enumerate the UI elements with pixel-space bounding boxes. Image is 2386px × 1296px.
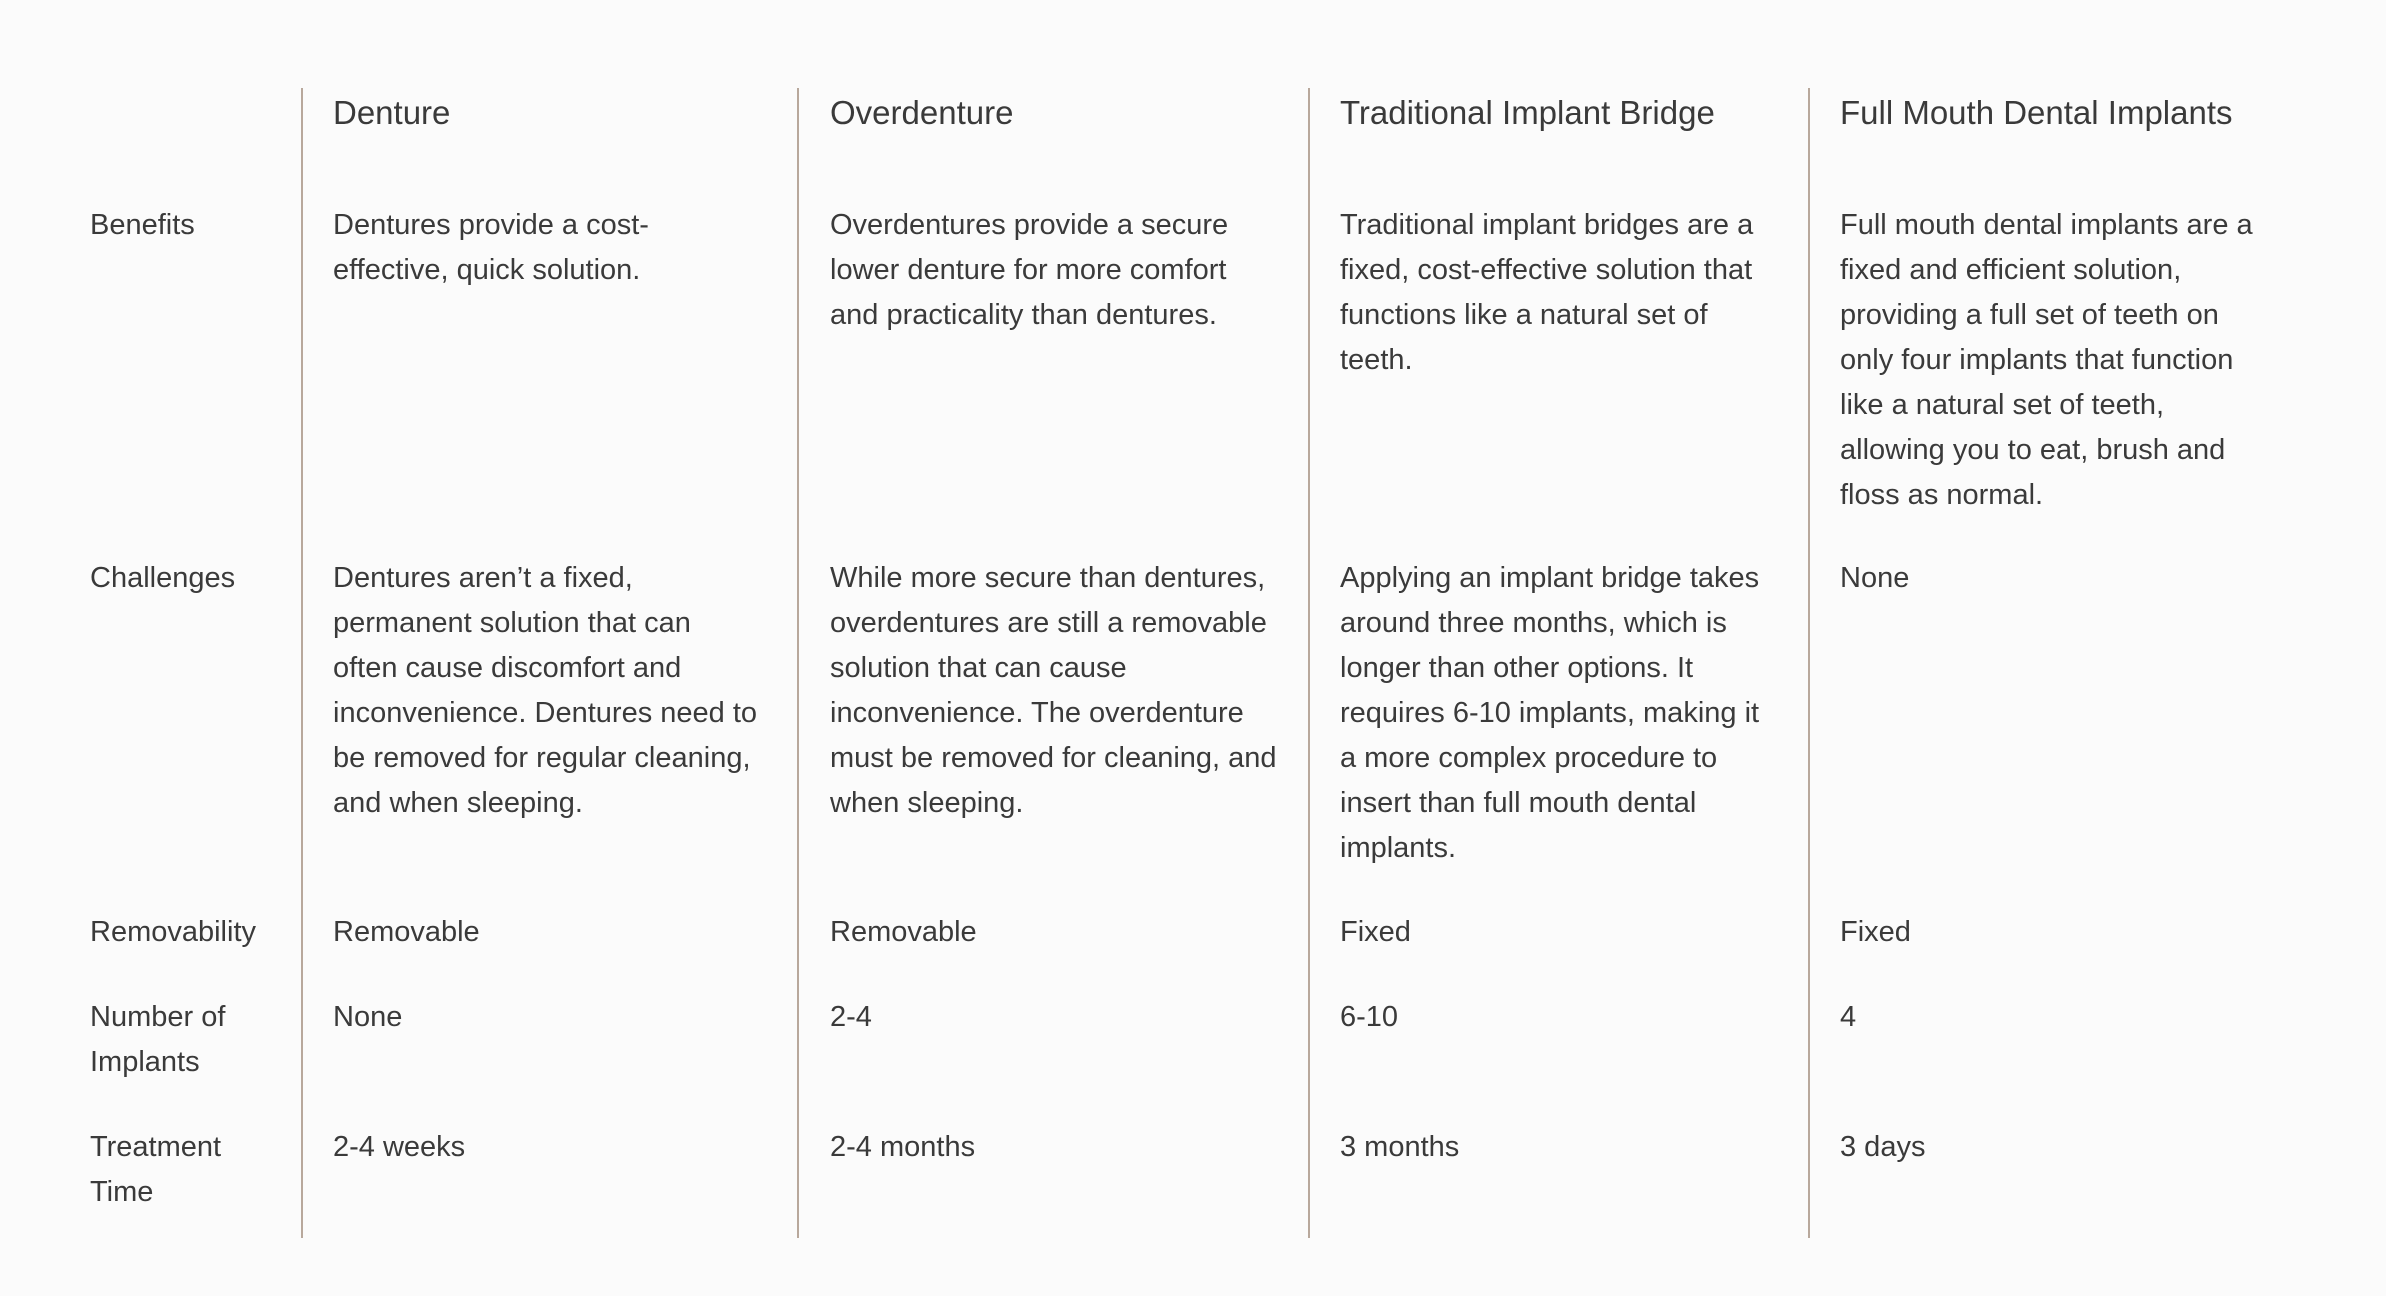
cell-treatment-traditional-implant-bridge: 3 months [1340,1131,1460,1163]
column-header-overdenture: Overdenture [830,94,1014,131]
column-header-full-mouth-dental-implants: Full Mouth Dental Implants [1840,94,2233,131]
column-divider [1808,88,1810,1238]
cell-implants-traditional-implant-bridge: 6-10 [1340,1001,1399,1033]
cell-challenges-traditional-implant-bridge: Applying an implant bridge takes around three months, which is longer than other options. It requires 6-10 implants, making it a more complex procedure to insert than full mouth dental implants. [1340,562,1760,864]
column-header-traditional-implant-bridge: Traditional Implant Bridge [1340,94,1715,131]
column-divider [301,88,303,1238]
cell-benefits-full-mouth-dental-implants: Full mouth dental implants are a fixed and efficient solution, providing a full set of teeth on only four implants that function like a natural set of teeth, allowing you to eat, brush and floss as normal. [1840,209,2253,511]
row-label-challenges: Challenges [90,562,236,594]
cell-benefits-overdenture: Overdentures provide a secure lower denture for more comfort and practicality than dentures. [830,209,1229,331]
row-label-number-of-implants: Number of Implants [90,1001,226,1078]
column-divider [797,88,799,1238]
cell-implants-full-mouth-dental-implants: 4 [1840,1001,1857,1033]
cell-implants-overdenture: 2-4 [830,1001,872,1033]
cell-removability-traditional-implant-bridge: Fixed [1340,916,1411,948]
column-divider [1308,88,1310,1238]
cell-removability-overdenture: Removable [830,916,977,948]
column-header-denture: Denture [333,94,451,131]
cell-benefits-traditional-implant-bridge: Traditional implant bridges are a fixed, cost-effective solution that functions like a natural set of teeth. [1340,209,1754,376]
cell-challenges-denture: Dentures aren’t a fixed, permanent solution that can often cause discomfort and inconvenience. Dentures need to be removed for regular cleaning, and when sleeping. [333,562,758,819]
cell-implants-denture: None [333,1001,403,1033]
cell-removability-denture: Removable [333,916,480,948]
cell-treatment-full-mouth-dental-implants: 3 days [1840,1131,1926,1163]
cell-removability-full-mouth-dental-implants: Fixed [1840,916,1911,948]
cell-treatment-denture: 2-4 weeks [333,1131,466,1163]
cell-challenges-overdenture: While more secure than dentures, overdentures are still a removable solution that can cause inconvenience. The overdenture must be removed for cleaning, and when sleeping. [830,562,1277,819]
cell-treatment-overdenture: 2-4 months [830,1131,976,1163]
row-label-removability: Removability [90,916,256,948]
row-label-treatment-time: Treatment Time [90,1131,222,1208]
cell-benefits-denture: Dentures provide a cost-effective, quick solution. [333,209,649,286]
cell-challenges-full-mouth-dental-implants: None [1840,562,1910,594]
row-label-benefits: Benefits [90,209,195,241]
